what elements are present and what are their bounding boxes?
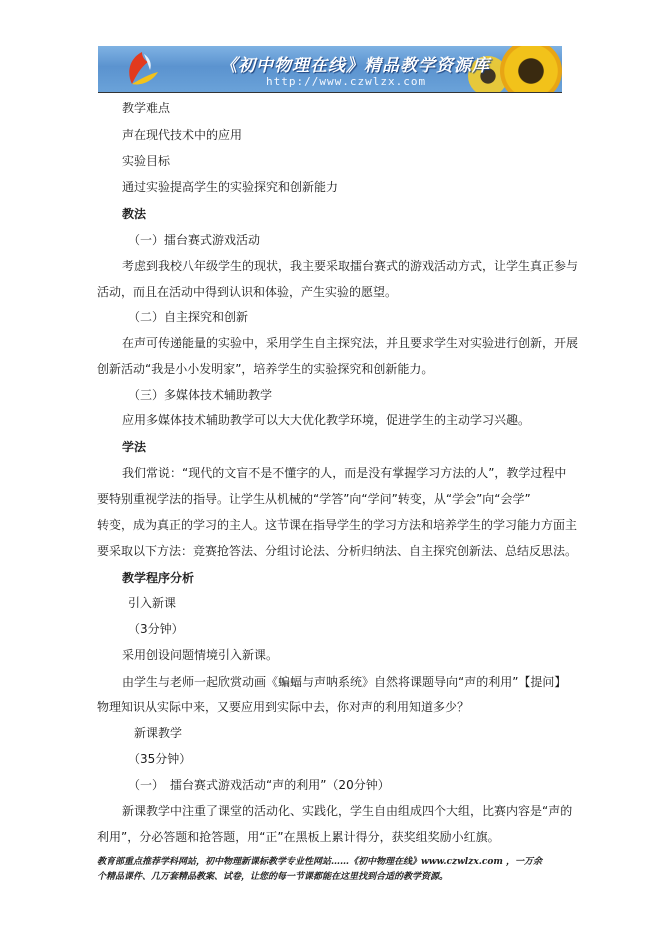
header-divider xyxy=(98,92,562,93)
site-banner xyxy=(98,46,562,92)
text-line: 利用”，分必答题和抢答题，用“正”在黑板上累计得分，获奖组奖励小红旗。 xyxy=(97,830,500,844)
text-line: 物理知识从实际中来，又要应用到实际中去，你对声的利用知道多少？ xyxy=(97,700,470,714)
subheading: （一） 擂台赛式游戏活动“声的利用”（20分钟） xyxy=(128,778,390,792)
section-heading: 教学程序分析 xyxy=(122,571,195,585)
text-line: 应用多媒体技术辅助教学可以大大优化教学环境，促进学生的主动学习兴趣。 xyxy=(122,413,531,427)
text-line: （3分钟） xyxy=(128,622,184,636)
subheading: （二）自主探究和创新 xyxy=(128,310,249,324)
text-line: 转变，成为真正的学习的主人。这节课在指导学生的学习方法和培养学生的学习能力方面主 xyxy=(97,518,578,532)
text-line: 采用创设问题情境引入新课。 xyxy=(122,648,279,662)
subheading: （一）擂台赛式游戏活动 xyxy=(128,233,261,247)
text-line: 要特别重视学法的指导。让学生从机械的“学答”向“学问”转变，从“学会”向“会学” xyxy=(97,492,531,506)
page-footer xyxy=(97,855,542,885)
subheading: （三）多媒体技术辅助教学 xyxy=(128,388,273,402)
text-line: 我们常说：“现代的文盲不是不懂字的人，而是没有掌握学习方法的人”，教学过程中 xyxy=(122,466,567,480)
text-line: 通过实验提高学生的实验探究和创新能力 xyxy=(122,180,339,194)
text-line: 声在现代技术中的应用 xyxy=(122,128,243,142)
sunflower-decoration xyxy=(500,46,562,92)
subheading: 引入新课 xyxy=(128,596,177,610)
text-line: 活动，而且在活动中得到认识和体验，产生实验的愿望。 xyxy=(97,285,398,299)
site-logo-icon xyxy=(122,50,162,88)
footer-line: 个精品课件、几万套精品教案、试卷，让您的每一节课都能在这里找到合适的教学资源。 xyxy=(97,872,449,882)
text-line: 教学难点 xyxy=(122,101,171,115)
text-line: 要采取以下方法：竞赛抢答法、分组讨论法、分析归纳法、自主探究创新法、总结反思法。 xyxy=(97,544,578,558)
subheading: 新课教学 xyxy=(134,726,183,740)
text-line: 创新活动“我是小小发明家”，培养学生的实验探究和创新能力。 xyxy=(97,362,434,376)
site-url: http://www.czwlzx.com xyxy=(266,75,427,88)
text-line: 在声可传递能量的实验中，采用学生自主探究法，并且要求学生对实验进行创新，开展 xyxy=(122,336,579,350)
section-heading: 学法 xyxy=(122,440,147,454)
text-line: 实验目标 xyxy=(122,154,171,168)
text-line: （35分钟） xyxy=(128,752,192,766)
text-line: 考虑到我校八年级学生的现状，我主要采取擂台赛式的游戏活动方式，让学生真正参与 xyxy=(122,259,579,273)
site-title: 《初中物理在线》精品教学资源库 xyxy=(220,56,490,76)
footer-line: 教育部重点推荐学科网站，初中物理新课标教学专业性网站……《初中物理在线》www.czwlzx.com ，一万余 xyxy=(97,857,542,867)
section-heading: 教法 xyxy=(122,207,147,221)
text-line: 新课教学中注重了课堂的活动化、实践化，学生自由组成四个大组，比赛内容是“声的 xyxy=(122,804,573,818)
text-line: 由学生与老师一起欣赏动画《蝙蝠与声呐系统》自然将课题导向“声的利用”【提问】 xyxy=(122,675,567,689)
